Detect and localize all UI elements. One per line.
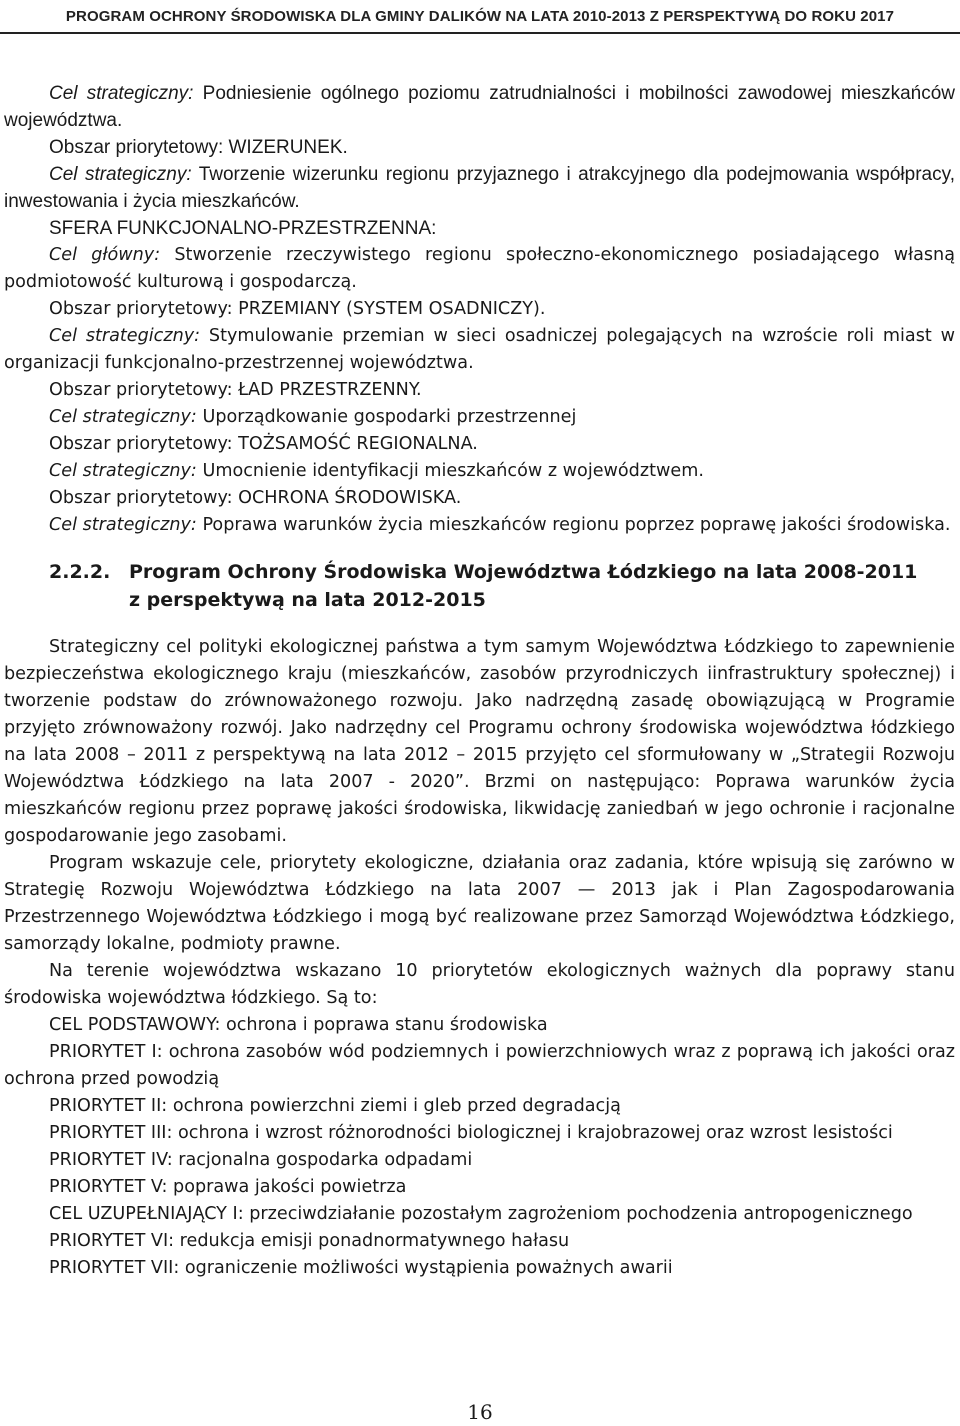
goal-text: Tworzenie wizerunku regionu przyjaznego i atrakcyjnego dla podejmowania współpracy, inwestowania i życia mieszkańców. [4,164,955,212]
goal-text: Umocnienie identyfikacji mieszkańców z województwem. [196,461,704,481]
goal-text: Podniesienie ogólnego poziomu zatrudnialności i mobilności zawodowej mieszkańców województwa. [4,83,955,131]
goal-text: Poprawa warunków życia mieszkańców regionu poprzez poprawę jakości środowiska. [196,515,951,535]
page-number: 16 [467,1400,493,1424]
header-rule [0,32,960,34]
goal-text: Stymulowanie przemian w sieci osadniczej polegających na wzroście roli miast w organizacji funkcjonalno-przestrzennej województwa. [4,326,955,373]
priority-item: CEL UZUPEŁNIAJĄCY I: przeciwdziałanie pozostałym zagrożeniom pochodzenia antropogenicznego [49,1204,913,1224]
goal-label: Cel strategiczny: [49,515,197,535]
priority-area-line: Obszar priorytetowy: WIZERUNEK. [49,137,348,158]
goal-label: Cel strategiczny: [49,164,192,185]
body-paragraph: Na terenie województwa wskazano 10 priorytetów ekologicznych ważnych dla poprawy stanu środowiska województwa łódzkiego. Są to: [4,961,955,1008]
priority-area-line: Obszar priorytetowy: ŁAD PRZESTRZENNY. [49,380,422,400]
goal-label: Cel strategiczny: [49,83,194,104]
goal-paragraph [4,80,955,134]
goal-label: Cel strategiczny: [49,407,197,427]
section-title-line1: Program Ochrony Środowiska Województwa Łódzkiego na lata 2008-2011 [129,561,918,583]
priority-item: PRIORYTET VII: ograniczenie możliwości wystąpienia poważnych awarii [49,1258,673,1278]
priority-area-line: Obszar priorytetowy: OCHRONA ŚRODOWISKA. [49,488,462,508]
priority-item: CEL PODSTAWOWY: ochrona i poprawa stanu środowiska [49,1015,548,1035]
priority-item: PRIORYTET I: ochrona zasobów wód podziemnych i powierzchniowych wraz z poprawą ich jakości oraz ochrona przed powodzią [4,1042,955,1089]
goal-paragraph [4,323,955,377]
body-paragraph: Strategiczny cel polityki ekologicznej państwa a tym samym Województwa Łódzkiego to zapewnienie bezpieczeństwa ekologicznego kraju (mieszkańców, zasobów przyrodniczych iinfrastruktury społecznej) i tworzenie podstaw do zrównoważonego rozwoju. Jako nadrzędną zasadę obowiązującą w Programie przyjęto zrównoważony rozwój. Jako nadrzędny cel Programu ochrony środowiska województwa łódzkiego na lata 2008 – 2011 z perspektywą na lata 2012 – 2015 przyjęto cel sformułowany w „Strategii Rozwoju Województwa Łódzkiego na lata 2007 - 2020”. Brzmi on następująco: Poprawa warunków życia mieszkańców regionu przez poprawę jakości środowiska, likwidację zaniedbań w jego ochronie i racjonalne gospodarowanie jego zasobami. [4,637,955,846]
priority-item: PRIORYTET V: poprawa jakości powietrza [49,1177,407,1197]
priority-area-line: Obszar priorytetowy: TOŻSAMOŚĆ REGIONALNA. [49,434,478,454]
page-content [4,80,955,1282]
goal-label: Cel strategiczny: [49,461,197,481]
sphere-line: SFERA FUNKCJONALNO-PRZESTRZENNA: [49,218,437,239]
goal-paragraph [4,404,955,431]
section-title-line2: z perspektywą na lata 2012-2015 [129,589,486,611]
goal-paragraph [4,161,955,215]
main-goal-paragraph [4,242,955,296]
goal-text: Stworzenie rzeczywistego regionu społeczno-ekonomicznego posiadającego własną podmiotowość kulturową i gospodarczą. [4,245,955,292]
page-header: PROGRAM OCHRONY ŚRODOWISKA DLA GMINY DALIKÓW NA LATA 2010-2013 Z PERSPEKTYWĄ DO ROKU 2017 [65,8,895,25]
goal-paragraph [4,458,955,485]
priority-item: PRIORYTET VI: redukcja emisji ponadnormatywnego hałasu [49,1231,570,1251]
priority-item: PRIORYTET IV: racjonalna gospodarka odpadami [49,1150,473,1170]
goal-label: Cel strategiczny: [49,326,201,346]
goal-paragraph [4,512,955,539]
priority-area-line: Obszar priorytetowy: PRZEMIANY (SYSTEM OSADNICZY). [49,299,546,319]
priority-item: PRIORYTET III: ochrona i wzrost różnorodności biologicznej i krajobrazowej oraz wzrost lesistości [49,1123,893,1143]
goal-text: Uporządkowanie gospodarki przestrzennej [196,407,577,427]
goal-label: Cel główny: [49,245,161,265]
section-number: 2.2.2. [49,561,111,583]
section-heading [4,558,955,614]
body-paragraph: Program wskazuje cele, priorytety ekologiczne, działania oraz zadania, które wpisują się zarówno w Strategię Rozwoju Województwa Łódzkiego na lata 2007 — 2013 jak i Plan Zagospodarowania Przestrzennego Województwa Łódzkiego i mogą być realizowane przez Samorząd Województwa Łódzkiego, samorządy lokalne, podmioty prawne. [4,853,955,954]
priority-item: PRIORYTET II: ochrona powierzchni ziemi i gleb przed degradacją [49,1096,621,1116]
